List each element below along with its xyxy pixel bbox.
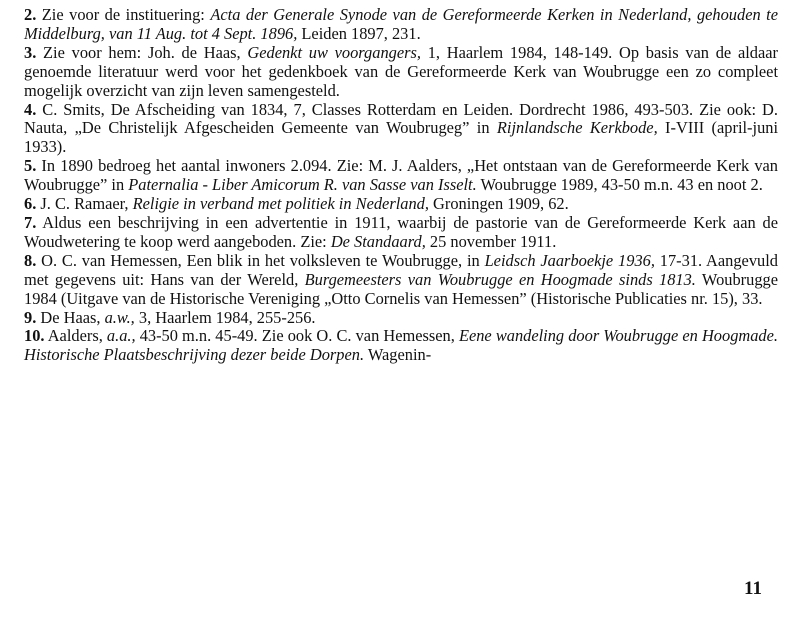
footnote-italic-text: Rijnlandsche Kerkbode, xyxy=(496,118,658,138)
footnote-text: Zie voor de instituering: xyxy=(41,5,211,24)
footnote-7 xyxy=(24,214,778,252)
footnote-number: 3. xyxy=(24,42,37,62)
footnote-text: Woubrugge 1989, 43-50 m.n. 43 en noot 2. xyxy=(476,175,763,195)
footnote-text: In 1890 bedroeg het aantal inwoners 2.094. Zie: M. J. Aalders, „Het ontstaan van de Gereformeerde Kerk van Woubrugge” in xyxy=(24,156,778,195)
footnote-2 xyxy=(24,6,778,44)
footnote-italic-text: a.a., xyxy=(106,326,136,346)
footnote-italic-text: Eene wandeling door Woubrugge en Hoogmade. Historische Plaatsbeschrijving dezer beide Dorpen. xyxy=(24,326,778,365)
footnote-4 xyxy=(24,101,778,158)
footnote-text: 25 november 1911. xyxy=(425,231,557,251)
footnote-text: 1, Haarlem 1984, 148-149. Op basis van de aldaar genoemde literatuur werd voor het gedenkboek van de Gereformeerde Kerk van Woubrugge een zo compleet mogelijk overzicht van zijn leven samengesteld. xyxy=(24,42,778,100)
footnote-text: I-VIII (april-juni 1933). xyxy=(24,118,779,157)
footnote-number: 2. xyxy=(24,5,37,24)
footnote-italic-text: Burgemeesters van Woubrugge en Hoogmade sinds 1813. xyxy=(304,269,696,289)
footnote-italic-text: Religie in verband met politiek in Nederland, xyxy=(132,194,429,214)
footnote-text: Aalders, xyxy=(47,326,107,346)
footnote-text: 3, Haarlem 1984, 255-256. xyxy=(134,307,316,327)
footnote-text: Aldus een beschrijving in een advertentie in 1911, waarbij de pastorie van de Gereformeerde Kerk aan de Woudwetering te koop werd aangeboden. Zie: xyxy=(24,212,778,251)
footnote-text: O. C. van Hemessen, Een blik in het volksleven te Woubrugge, in xyxy=(41,250,485,270)
footnote-6 xyxy=(24,195,778,214)
footnote-number: 6. xyxy=(24,194,37,214)
footnote-number: 10. xyxy=(24,326,45,346)
footnote-number: 5. xyxy=(24,156,37,176)
footnote-number: 4. xyxy=(24,99,37,119)
footnote-text: C. Smits, De Afscheiding van 1834, 7, Classes Rotterdam en Leiden. Dordrecht 1986, 493-503. Zie ook: D. Nauta, „De Christelijk Afgescheiden Gemeente van Woubrugeg” in xyxy=(24,99,778,138)
footnote-number: 7. xyxy=(24,212,37,232)
footnote-italic-text: Paternalia - Liber Amicorum R. van Sasse van Isselt. xyxy=(128,175,477,195)
footnote-number: 9. xyxy=(24,307,37,327)
footnote-text: Groningen 1909, 62. xyxy=(428,194,569,214)
footnote-italic-text: Acta der Generale Synode van de Gereformeerde Kerken in Nederland, gehouden te Middelburg, van 11 Aug. tot 4 Sept. 1896, xyxy=(24,5,778,43)
page-number: 11 xyxy=(744,578,762,599)
footnote-text: J. C. Ramaer, xyxy=(40,194,133,214)
footnote-italic-text: Leidsch Jaarboekje 1936, xyxy=(484,250,655,270)
footnote-italic-text: De Standaard, xyxy=(330,231,426,251)
footnote-number: 8. xyxy=(24,250,37,270)
footnote-9 xyxy=(24,309,778,328)
footnote-5 xyxy=(24,157,778,195)
footnote-italic-text: Gedenkt uw voorgangers, xyxy=(247,42,421,62)
footnote-text: Zie voor hem: Joh. de Haas, xyxy=(43,42,248,62)
footnote-text: De Haas, xyxy=(40,307,105,327)
footnote-text: 43-50 m.n. 45-49. Zie ook O. C. van Hemessen, xyxy=(135,326,459,346)
footnote-text: Leiden 1897, 231. xyxy=(297,23,421,43)
footnote-8 xyxy=(24,252,778,309)
footnote-3 xyxy=(24,44,778,101)
footnote-10 xyxy=(24,327,778,365)
footnotes-list xyxy=(24,6,778,365)
footnote-text: Wagenin- xyxy=(364,345,432,365)
footnote-italic-text: a.w., xyxy=(104,307,135,327)
footnote-text: 17-31. Aangevuld met gegevens uit: Hans van der Wereld, xyxy=(24,250,778,289)
footnote-text: Woubrugge 1984 (Uitgave van de Historische Vereniging „Otto Cornelis van Hemessen” (Historische Publicaties nr. 15), 33. xyxy=(24,269,778,308)
